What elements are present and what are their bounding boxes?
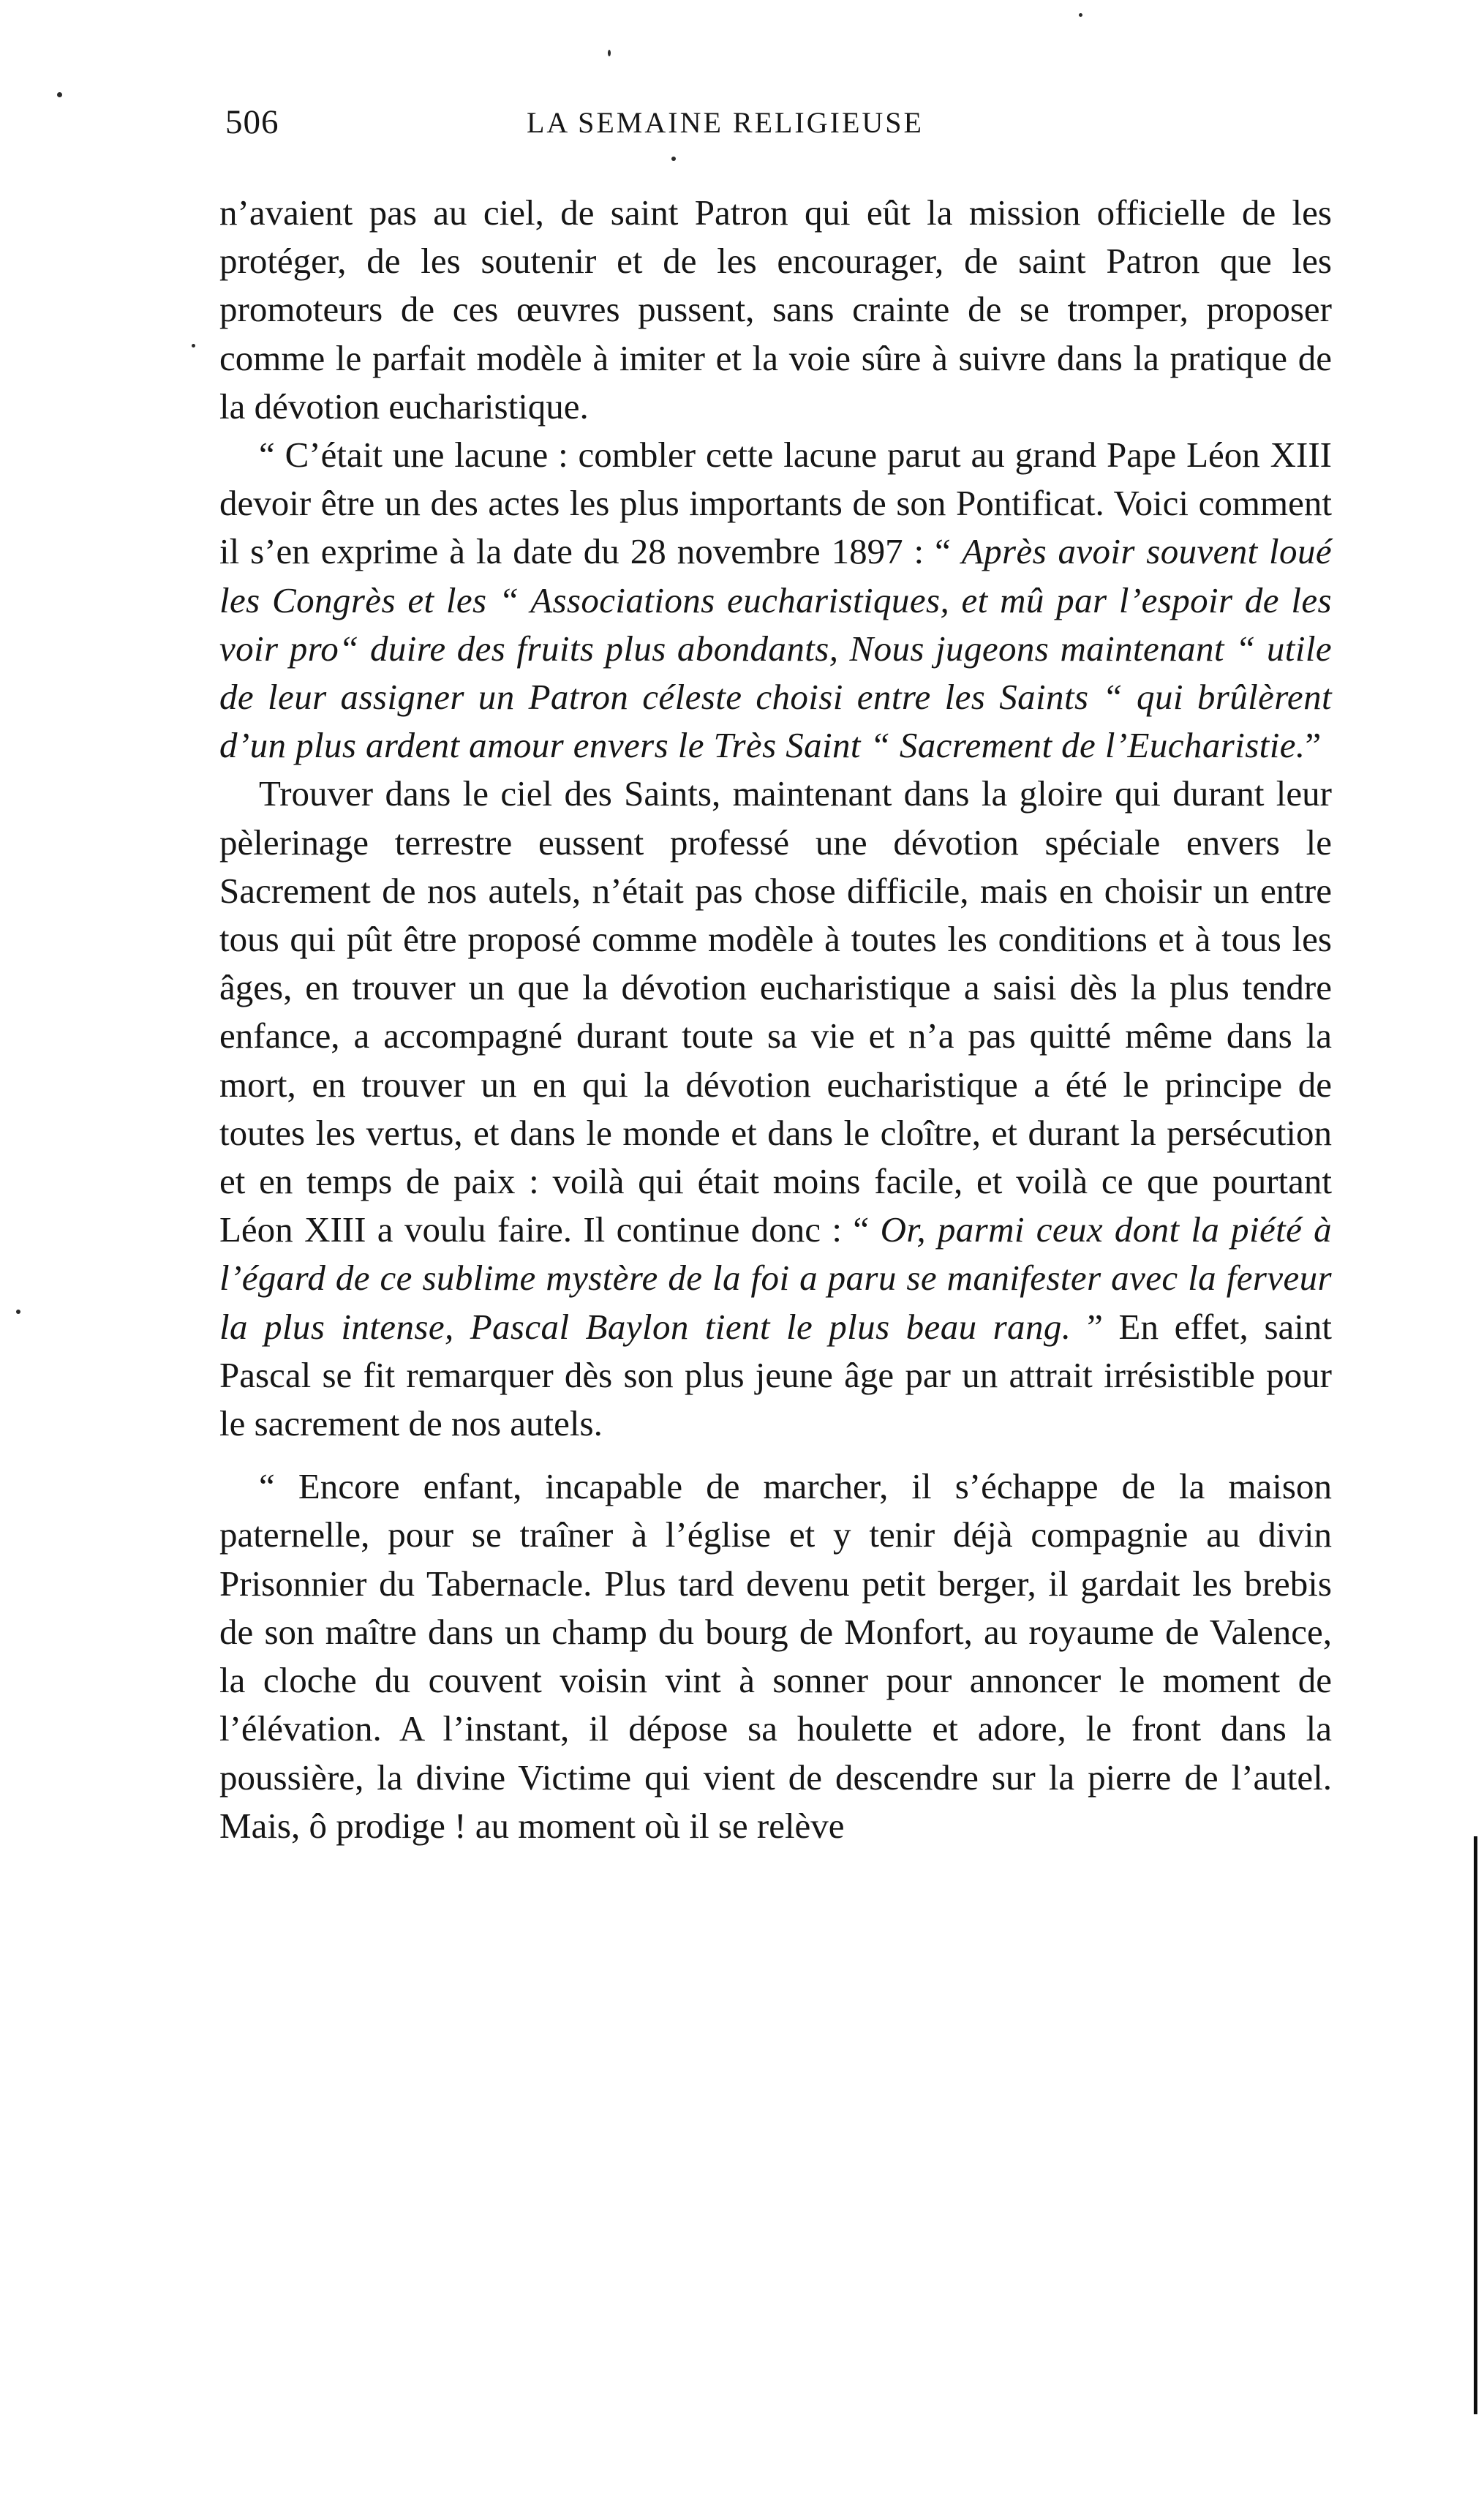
body-text — [219, 189, 1332, 1850]
text-run: “ C’était une lacune : combler cette lacune parut au grand Pape Léon XIII devoir être un des actes les plus importants de son Pontificat. Voici comment il s’en exprime à la date du 28 novembre 1897 : “ — [219, 435, 1332, 572]
paragraph — [219, 770, 1332, 1448]
page-header — [219, 89, 1331, 148]
page-number: 506 — [225, 103, 279, 141]
papal-quote: Or, parmi ceux dont la piété à l’égard de ce sublime mystère de la foi a paru se manifester avec la ferveur la plus intense, Pascal Baylon tient le plus beau rang. — [219, 1209, 1332, 1347]
paragraph — [219, 189, 1332, 431]
scan-speck — [57, 92, 62, 97]
scan-speck — [16, 1310, 20, 1314]
paragraph — [219, 1462, 1332, 1850]
running-head: LA SEMAINE RELIGIEUSE — [527, 106, 924, 139]
paragraph — [219, 431, 1332, 770]
text-run: ” En effet, saint Pascal se fit remarquer dès son plus jeune âge par un attrait irrésistible pour le sacrement de nos autels. — [219, 1306, 1332, 1444]
scan-speck — [608, 50, 611, 56]
text-run: ” — [1305, 725, 1322, 766]
text-run: “ Encore enfant, incapable de marcher, il s’échappe de la maison paternelle, pour se traîner à l’église et y tenir déjà compagnie au divin Prisonnier du Tabernacle. Plus tard devenu petit berger, il gardait les brebis de son maître dans un champ du bourg de Monfort, au royaume de Valence, la cloche du couvent voisin vint à sonner pour annoncer le moment de l’élévation. A l’instant, il dépose sa houlette et adore, le front dans la poussière, la divine Victime qui vient de descendre sur la pierre de l’autel. Mais, ô prodige ! au moment où il se relève — [219, 1466, 1332, 1846]
text-run: n’avaient pas au ciel, de saint Patron qui eût la mission officielle de les protéger, de les soutenir et de les encourager, de saint Patron que les promoteurs de ces œuvres pussent, sans crainte de se tromper, proposer comme le parfait modèle à imiter et la voie sûre à suivre dans la pratique de la dévotion eucharistique. — [219, 192, 1332, 427]
scan-speck — [192, 344, 195, 348]
scan-edge-mark — [1474, 1836, 1477, 2414]
text-run: Trouver dans le ciel des Saints, maintenant dans la gloire qui durant leur pèlerinage terrestre eussent professé une dévotion spéciale envers le Sacrement de nos autels, n’était pas chose difficile, mais en choisir un entre tous qui pût être proposé comme modèle à toutes les conditions et à tous les âges, en trouver un que la dévotion eucharistique a saisi dès la plus tendre enfance, a accompagné durant toute sa vie et n’a pas quitté même dans la mort, en trouver un en qui la dévotion eucharistique a été le principe de toutes les vertus, et dans le monde et dans le cloître, et durant la persécution et en temps de paix : voilà qui était moins facile, et voilà ce que pourtant Léon XIII a voulu faire. Il continue donc : “ — [219, 773, 1332, 1250]
scan-speck — [671, 157, 676, 161]
papal-quote: Après avoir souvent loué les Congrès et les “ Associations eucharistiques, et mû par l’espoir de les voir pro“ duire des fruits plus abondants, Nous jugeons maintenant “ utile de leur assigner un Patron céleste choisi entre les Saints “ qui brûlèrent d’un plus ardent amour envers le Très Saint “ Sacrement de l’Eucharistie. — [219, 531, 1333, 766]
scan-speck — [1079, 13, 1082, 17]
